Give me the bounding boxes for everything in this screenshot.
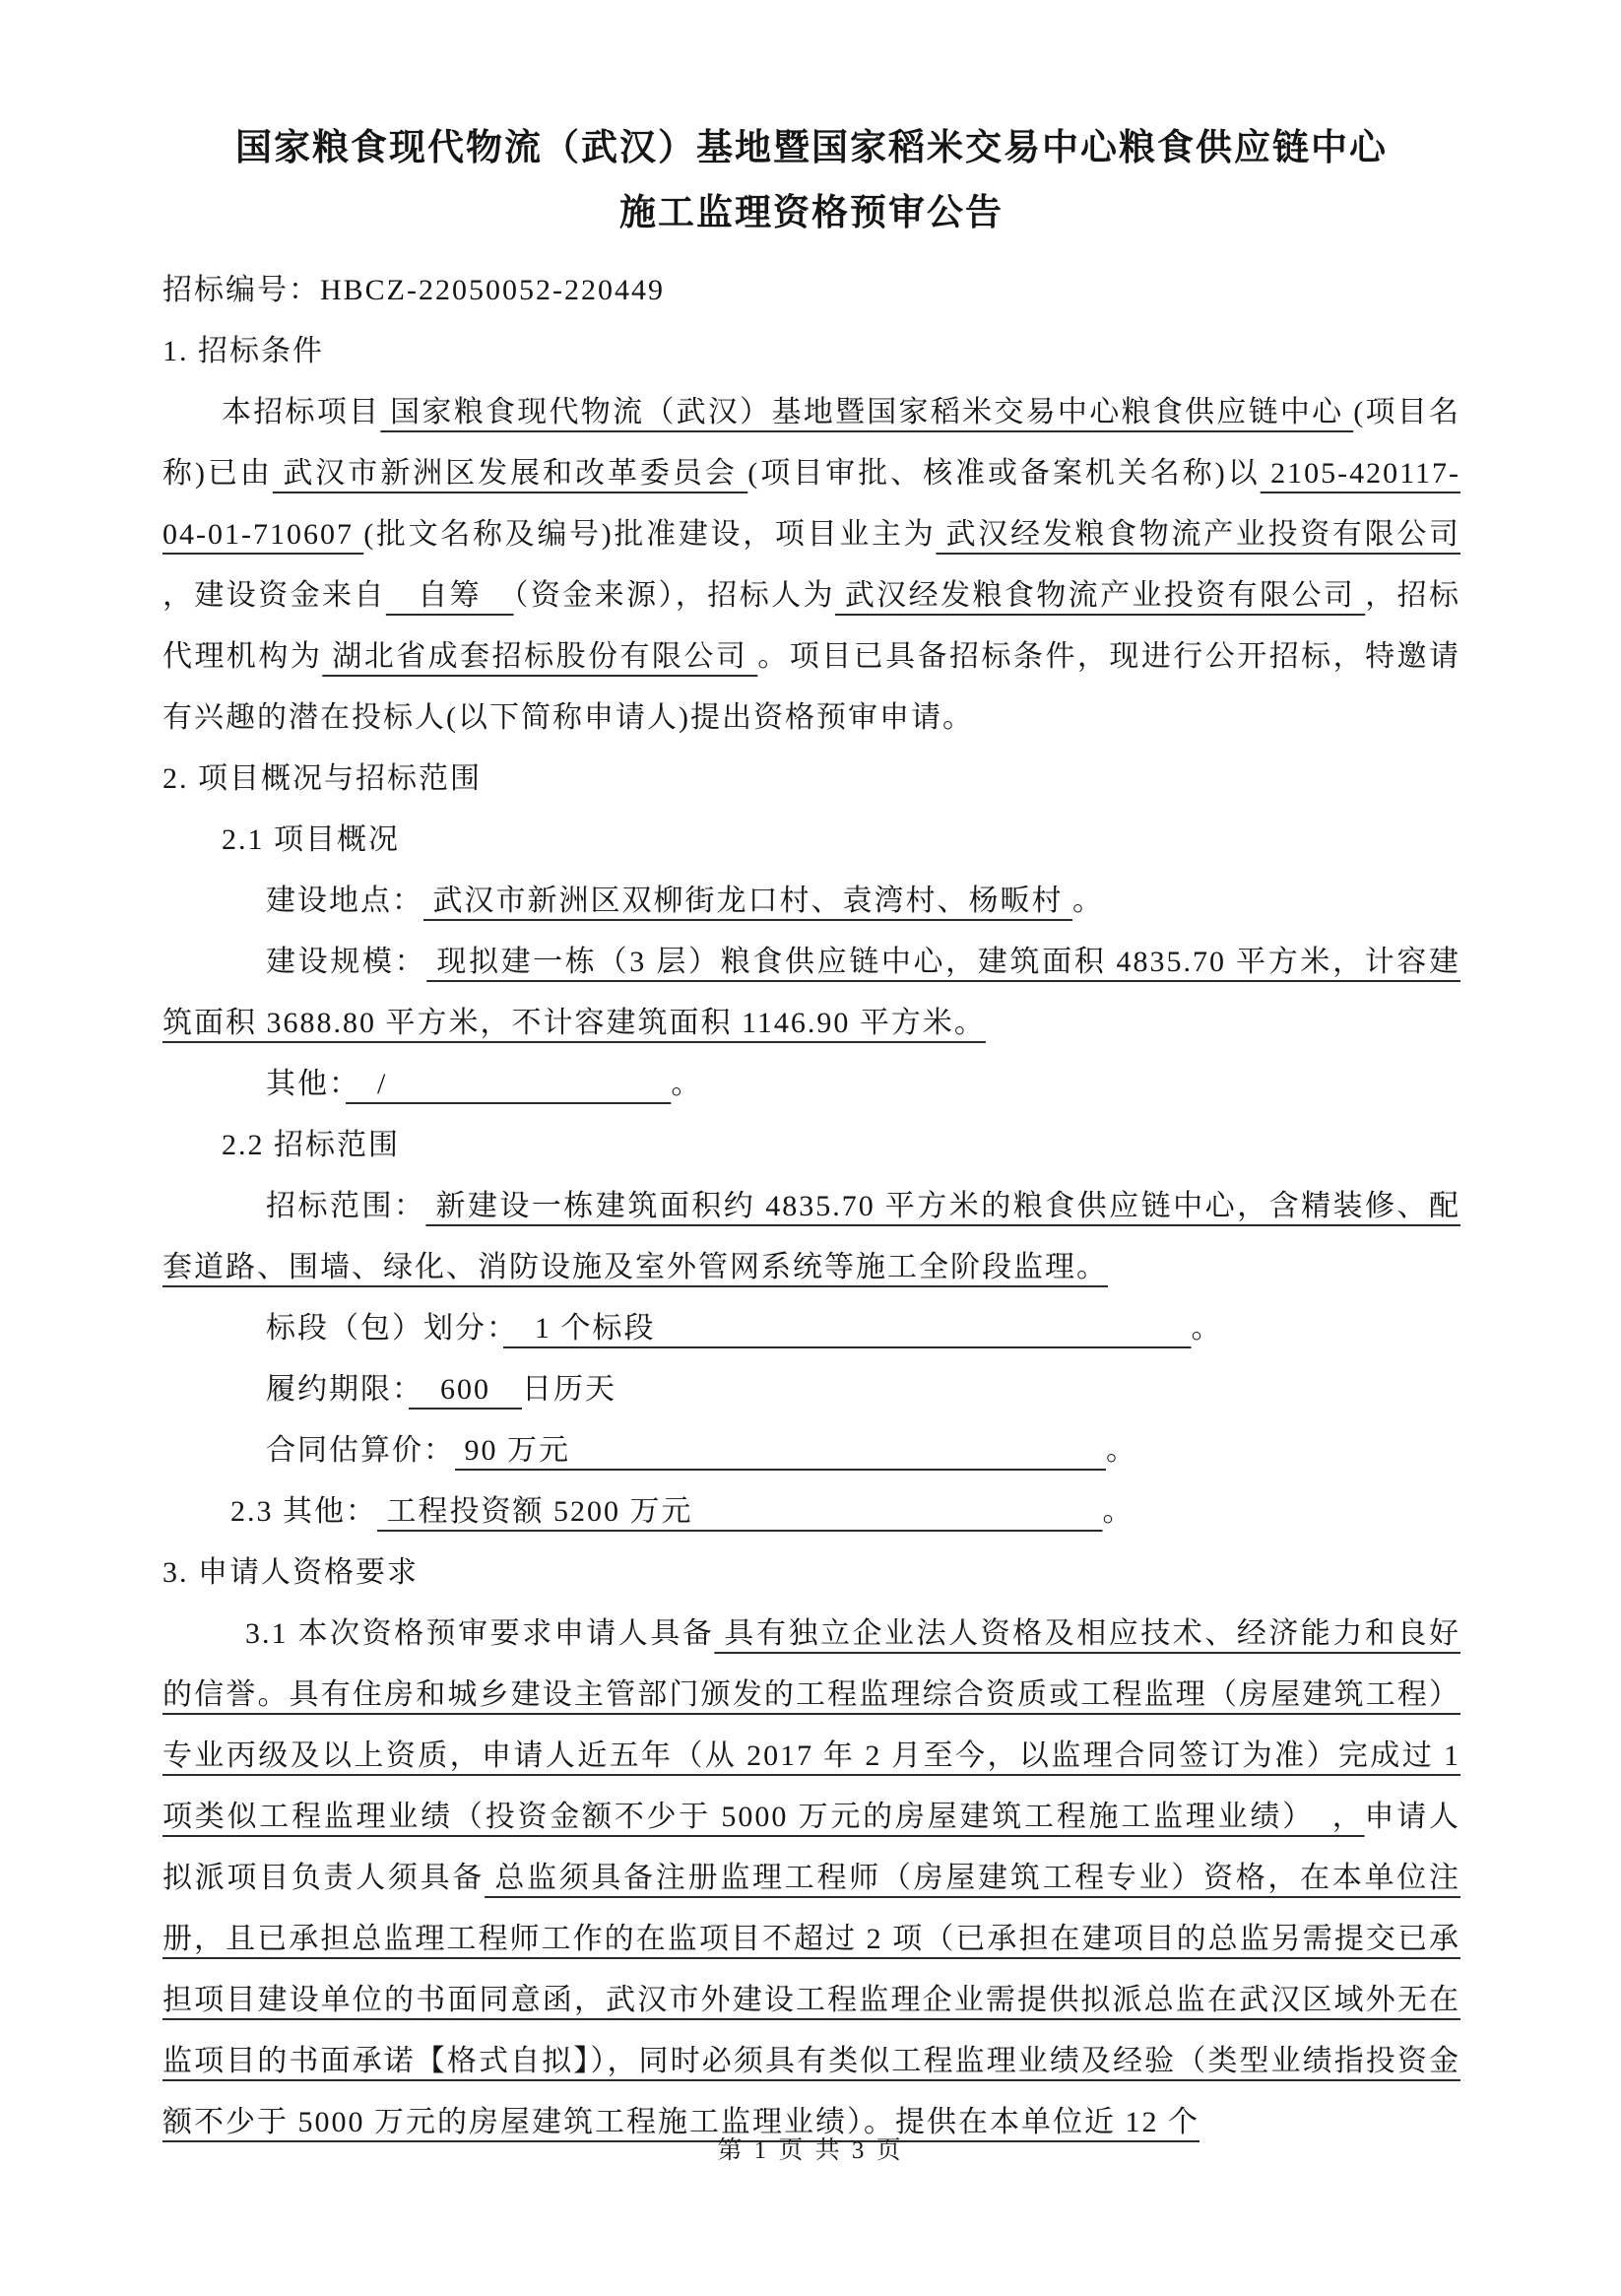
section-2-1-heading <box>162 810 1460 871</box>
form-label-text: 合同估算价： <box>266 1434 455 1467</box>
form-filled-value: 武汉经发粮食物流产业投资有限公司 <box>936 518 1461 551</box>
form-label-text: （资金来源），招标人为 <box>513 579 835 612</box>
form-label-text: 其他： <box>266 1068 346 1100</box>
form-label-text: 招标范围： <box>266 1190 426 1222</box>
form-filled-value: 武汉经发粮食物流产业投资有限公司 <box>834 579 1366 612</box>
form-label-text: (批文名称及编号)批准建设，项目业主为 <box>363 518 937 551</box>
form-label-text: 3. 申请人资格要求 <box>162 1556 419 1589</box>
form-label-text: 2.2 招标范围 <box>222 1129 400 1161</box>
form-label-text: 招标编号：HBCZ-22050052-220449 <box>162 274 665 306</box>
form-label-text: 。项目已具备招标条件，现进行公开招标，特邀请有兴趣的潜在投标人(以下简称申请人)提出资格预审申请。 <box>162 640 1461 734</box>
page-number-footer: 第 1 页 共 3 页 <box>717 2137 904 2164</box>
form-filled-value: 国家粮食现代物流（武汉）基地暨国家稻米交易中心粮食供应链中心 <box>380 396 1354 428</box>
form-filled-value: 2105-420117-04-01-710607 <box>162 457 1461 551</box>
section-2-2-heading <box>162 1115 1460 1176</box>
performance-period-line <box>162 1359 1460 1420</box>
form-label-text: 3.1 本次资格预审要求申请人具备 <box>245 1617 715 1650</box>
form-label-text: 。 <box>1102 1495 1135 1528</box>
form-label-text: 2. 项目概况与招标范围 <box>162 762 482 795</box>
document-title-line-1: 国家粮食现代物流（武汉）基地暨国家稻米交易中心粮食供应链中心 <box>235 128 1388 168</box>
form-filled-value: 总监须具备注册监理工程师（房屋建筑工程专业）资格，在本单位注册，且已承担总监理工程师工作的在监项目不超过 2 项（已承担在建项目的总监另需提交已承担项目建设单位的书面同意函，武汉市外建设工程监理企业需提供拟派总监在武汉区域外无在监项目的书面承诺【格式自拟】），同时必须具有类似工程监理业绩及经验（类型业绩指投资金额不少于 5000 万元的房屋建筑工程施工监理业绩）。提供在本单位近 12 个 <box>162 1862 1460 2138</box>
form-label-text: 。 <box>1191 1312 1223 1345</box>
section-2-heading <box>162 749 1460 810</box>
tender-scope-paragraph <box>162 1176 1460 1298</box>
tender-number-line <box>162 260 1460 321</box>
lot-division-line <box>162 1298 1460 1359</box>
section-1-heading <box>162 321 1460 382</box>
form-label-text: 2.3 其他： <box>230 1495 377 1528</box>
form-label-text: 。 <box>671 1068 703 1100</box>
section-3-heading <box>162 1542 1460 1604</box>
form-label-text: 2.1 项目概况 <box>222 823 400 856</box>
form-filled-value: 湖北省成套招标股份有限公司 <box>322 640 758 673</box>
form-label-text: 本招标项目 <box>222 396 381 428</box>
form-label-text: 建设规模： <box>266 946 427 978</box>
form-filled-value: / <box>346 1068 672 1100</box>
form-label-text: ，建设资金来自 <box>162 579 386 612</box>
form-label-text: 标段（包）划分： <box>266 1312 503 1345</box>
form-filled-value: 1 个标段 <box>503 1312 1192 1345</box>
document-title <box>162 116 1460 246</box>
form-filled-value: 自筹 <box>385 579 514 612</box>
form-label-text: (项目名称)已由 <box>162 396 1461 490</box>
tender-conditions-paragraph <box>162 382 1460 749</box>
form-filled-value: 90 万元 <box>455 1434 1106 1467</box>
form-filled-value: 现拟建一栋（3 层）粮食供应链中心，建筑面积 4835.70 平方米，计容建筑面积 3688.80 平方米，不计容建筑面积 1146.90 平方米。 <box>162 946 1461 1039</box>
form-filled-value: 武汉市新洲区发展和改革委员会 <box>272 457 748 490</box>
contract-estimate-line <box>162 1420 1460 1481</box>
form-label-text: 日历天 <box>522 1373 616 1406</box>
construction-site-line <box>162 871 1460 932</box>
form-label-text: 履约期限： <box>266 1373 409 1406</box>
form-label-text: 申请人拟派项目负责人须具备 <box>162 1801 1461 1894</box>
qualification-requirements-paragraph <box>162 1604 1460 2153</box>
document-title-line-2: 施工监理资格预审公告 <box>619 193 1004 233</box>
document-body <box>162 260 1460 2153</box>
form-filled-value: 新建设一栋建筑面积约 4835.70 平方米的粮食供应链中心，含精装修、配套道路、围墙、绿化、消防设施及室外管网系统等施工全阶段监理。 <box>162 1190 1461 1283</box>
construction-scale-paragraph <box>162 932 1460 1054</box>
form-filled-value: 武汉市新洲区双柳街龙口村、袁湾村、杨畈村 <box>423 885 1072 917</box>
form-label-text: 。 <box>1106 1434 1137 1467</box>
form-filled-value: 具有独立企业法人资格及相应技术、经济能力和良好的信誉。具有住房和城乡建设主管部门颁发的工程监理综合资质或工程监理（房屋建筑工程）专业丙级及以上资质，申请人近五年（从 2017 年 2 月至今，以监理合同签订为准）完成过 1 项类似工程监理业绩（投资金额不少于 5000 万元的房屋建筑工程施工监理业绩） ， <box>162 1617 1461 1833</box>
form-label-text: (项目审批、核准或备案机关名称)以 <box>747 457 1261 490</box>
form-label-text: 。 <box>1072 885 1104 917</box>
other-blank-line <box>162 1054 1460 1115</box>
form-filled-value: 600 <box>409 1373 522 1406</box>
form-label-text: ，招标代理机构为 <box>162 579 1461 673</box>
form-label-text: 1. 招标条件 <box>162 335 324 367</box>
form-label-text: 建设地点： <box>266 885 423 917</box>
section-2-3-line <box>162 1481 1460 1542</box>
form-filled-value: 工程投资额 5200 万元 <box>377 1495 1103 1528</box>
